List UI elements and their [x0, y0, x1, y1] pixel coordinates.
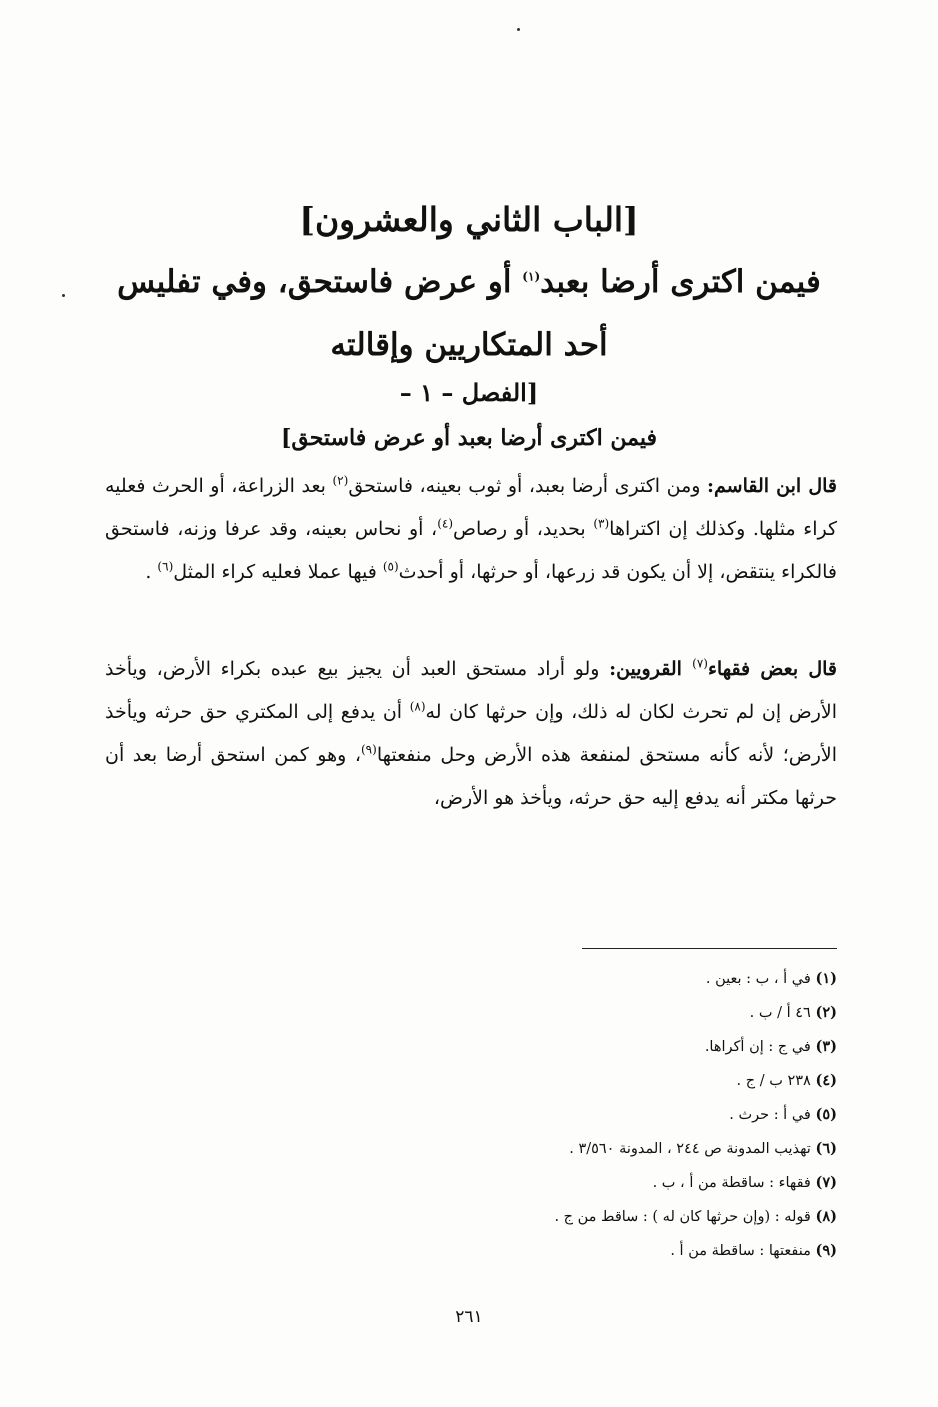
footnote-text: ٢٣٨ ب / ج . [736, 1073, 811, 1089]
footnote-ref: (٦) [157, 559, 174, 574]
paragraph-1 [105, 465, 837, 594]
paragraph-text: ، أو نحاس بعينه، وقد عرفا وزنه، فاستحق فالكراء ينتقض، إلا أن يكون قد زرعها، أو حرثها، أو أحدث [105, 518, 837, 583]
footnote-number: (٦) [815, 1140, 837, 1157]
footnote-text: قوله : (وإن حرثها كان له ) : ساقط من ج . [554, 1209, 811, 1225]
footnote-item [380, 996, 837, 1030]
paragraph-lead-2: القرويين: [609, 658, 693, 680]
paragraph-text: فيها عملا فعليه كراء المثل [173, 561, 383, 583]
footnote-item [380, 1030, 837, 1064]
footnote-ref: (٧) [692, 656, 708, 671]
paragraph-text: ولو أراد مستحق العبد أن يجيز بيع عبده بكراء الأرض، ويأخذ الأرض إن لم تحرث لكان له ذلك، وإن حرثها كان له [105, 658, 837, 723]
footnote-number: (٥) [815, 1106, 837, 1123]
paragraph-text: بحديد، أو رصاص [453, 518, 594, 540]
section-label: [الفصل – ١ – [399, 378, 539, 407]
footnote-number: (٨) [815, 1208, 837, 1225]
footnote-ref: (٣) [593, 516, 610, 531]
footnote-ref: (١) [522, 269, 541, 284]
main-title-line-2: أحد المتكاريين وإقالته [330, 327, 608, 363]
main-title-text: فيمن اكترى أرضا بعبد [540, 264, 821, 300]
footnote-text: تهذيب المدونة ص ٢٤٤ ، المدونة ٣/٥٦٠ . [569, 1141, 811, 1157]
paragraph-text: أن يدفع إلى المكتري حق حرثه ويأخذ الأرض؛ لأنه كأنه مستحق لمنفعة هذه الأرض وحل منفعتها [105, 701, 838, 766]
footnote-item [380, 1098, 837, 1132]
footnote-ref: (٤) [437, 516, 454, 531]
footnote-number: (٣) [815, 1038, 837, 1055]
footnote-item [380, 1132, 837, 1166]
main-title-line-1 [60, 262, 878, 302]
footnote-divider [582, 948, 837, 949]
main-title-text-rest: أو عرض فاستحق، وفي تفليس [117, 264, 523, 300]
footnote-item [380, 962, 837, 996]
paragraph-text: ومن اكترى أرضا بعبد، أو ثوب بعينه، فاستحق [348, 475, 707, 497]
paragraph-2 [105, 648, 837, 820]
footnote-text: فقهاء : ساقطة من أ ، ب . [652, 1175, 811, 1191]
footnote-text: منفعتها : ساقطة من أ . [670, 1243, 811, 1259]
paragraph-text: . [145, 561, 158, 583]
footnote-number: (٧) [815, 1174, 837, 1191]
page-number: ٢٦١ [455, 1307, 483, 1327]
footnote-item [380, 1166, 837, 1200]
paragraph-lead: قال ابن القاسم: [706, 475, 837, 497]
footnote-number: (١) [815, 970, 837, 987]
footnote-item [380, 1064, 837, 1098]
footnote-ref: (٥) [382, 559, 399, 574]
footnote-text: في ج : إن أكراها. [704, 1039, 811, 1055]
footnote-number: (٤) [815, 1072, 837, 1089]
footnote-ref: (٨) [409, 699, 426, 714]
footnote-item [380, 1234, 837, 1268]
footnote-text: في أ : حرث . [729, 1107, 811, 1123]
footnote-text: في أ ، ب : بعين . [705, 971, 811, 987]
footnotes-list [380, 962, 837, 1268]
paragraph-lead: قال بعض فقهاء [707, 658, 838, 680]
section-title: فيمن اكترى أرضا بعبد أو عرض فاستحق] [280, 425, 658, 451]
chapter-heading: [الباب الثاني والعشرون] [299, 200, 639, 239]
footnote-number: (٩) [815, 1242, 837, 1259]
footnote-item [380, 1200, 837, 1234]
scan-speck [517, 28, 520, 31]
paragraph-text: بعد الزراعة، أو الحرث فعليه كراء مثلها. وكذلك إن اكتراها [105, 475, 838, 540]
footnote-number: (٢) [815, 1004, 837, 1021]
paragraph-text: ، وهو كمن استحق أرضا بعد أن حرثها مكتر أنه يدفع إليه حق حرثه، ويأخذ هو الأرض، [105, 744, 837, 809]
footnote-ref: (٩) [360, 742, 377, 757]
footnote-text: ٤٦ أ / ب . [749, 1005, 811, 1021]
footnote-ref: (٢) [332, 473, 349, 488]
